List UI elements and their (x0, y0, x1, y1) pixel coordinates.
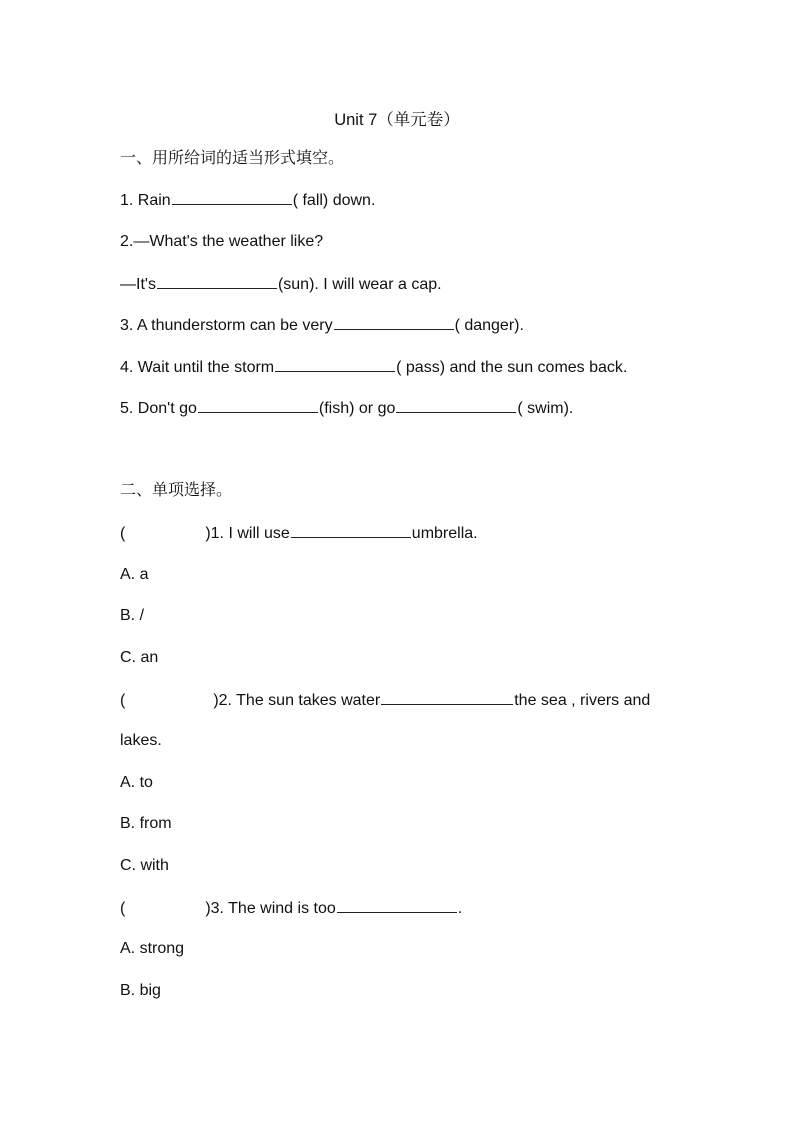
option-c: C. an (120, 649, 159, 666)
section1-heading: 一、用所给词的适当形式填空。 (120, 150, 345, 167)
choice-question-3: ( )3. The wind is too . (120, 897, 462, 920)
option-a: A. to (120, 774, 153, 791)
answer-blank[interactable] (172, 189, 292, 205)
option-a: A. a (120, 566, 149, 583)
option-a: A. strong (120, 940, 185, 957)
fill-item-5: 5. Don't go (fish) or go ( swim). (120, 397, 573, 420)
choice-question-2-continuation: lakes. (120, 732, 162, 749)
choice-question-2: ( )2. The sun takes water the sea , rivers and (120, 689, 650, 712)
fill-item-2-question: 2.—What's the weather like? (120, 233, 324, 250)
answer-blank[interactable] (198, 397, 318, 413)
page-title: Unit 7（单元卷） (334, 111, 460, 129)
choice-question-1: ( )1. I will use umbrella. (120, 522, 478, 545)
fill-item-3: 3. A thunderstorm can be very ( danger). (120, 314, 524, 337)
answer-blank[interactable] (157, 273, 277, 289)
answer-blank (291, 522, 411, 538)
option-b: B. big (120, 982, 161, 999)
option-c: C. with (120, 857, 169, 874)
answer-blank[interactable] (275, 356, 395, 372)
fill-item-2-answer: —It's (sun). I will wear a cap. (120, 273, 442, 296)
section2-heading: 二、单项选择。 (120, 482, 233, 499)
option-b: B. from (120, 815, 172, 832)
answer-blank (337, 897, 457, 913)
answer-blank[interactable] (396, 397, 516, 413)
fill-item-4: 4. Wait until the storm ( pass) and the sun comes back. (120, 356, 627, 379)
fill-item-1: 1. Rain ( fall) down. (120, 189, 375, 212)
option-b: B. / (120, 607, 145, 624)
answer-blank (381, 689, 513, 705)
answer-blank[interactable] (334, 314, 454, 330)
